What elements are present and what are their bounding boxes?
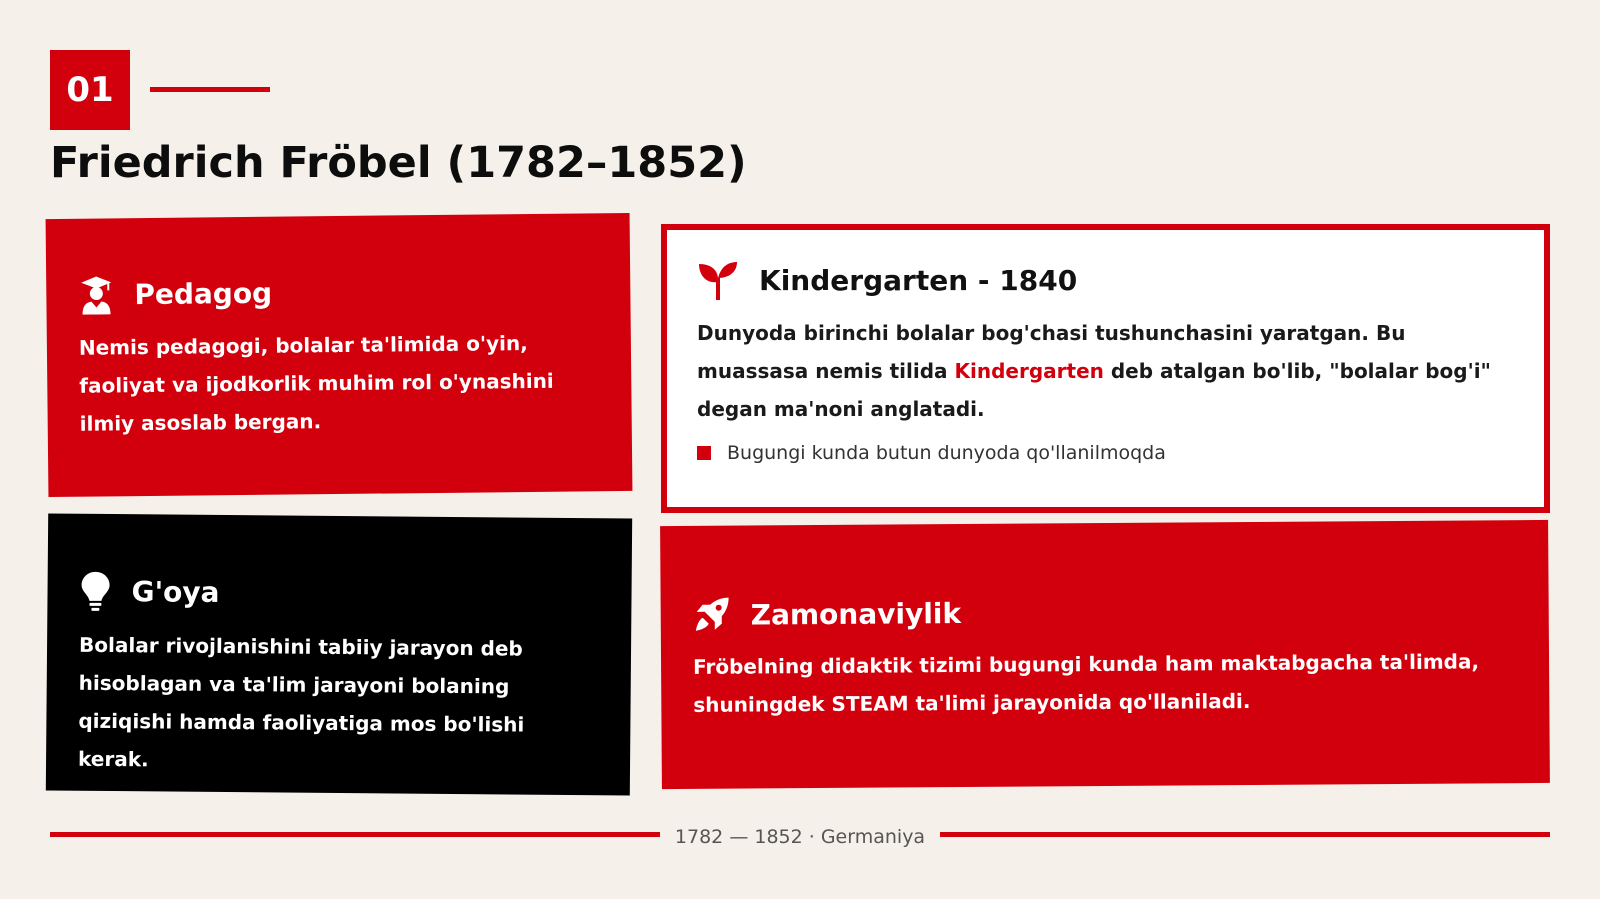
header-accent-line xyxy=(150,87,270,92)
kindergarten-text-start: Dunyoda birinchi bolalar bog'chasi tushunchasini yaratgan. Bu muassasa nemis tilida xyxy=(697,321,1406,383)
card-text-goya: Bolalar rivojlanishini tabiiy jarayon deb hisoblagan va ta'lim jarayoni bolaning qiziqishi hamda faoliyatiga mos bo'lishi kerak. xyxy=(77,632,525,772)
section-number-badge: 01 xyxy=(50,50,130,130)
rocket-icon xyxy=(693,596,731,634)
card-pedagog xyxy=(46,213,633,497)
lightbulb-icon xyxy=(79,570,111,612)
footer-line-right xyxy=(940,832,1550,837)
card-text-pedagog: Nemis pedagogi, bolalar ta'limida o'yin, faoliyat va ijodkorlik muhim rol o'ynashini ilmiy asoslab bergan. xyxy=(78,331,554,436)
card-title-kindergarten: Kindergarten - 1840 xyxy=(759,263,1078,297)
sprout-icon xyxy=(697,260,739,300)
card-title-zamonaviylik: Zamonaviylik xyxy=(750,596,962,631)
teacher-icon xyxy=(78,274,114,314)
kindergarten-highlight: Kindergarten xyxy=(954,359,1104,383)
card-text-zamonaviylik: Fröbelning didaktik tizimi bugungi kunda ham maktabgacha ta'limda, shuningdek STEAM ta'limi jarayonida qo'llaniladi. xyxy=(692,649,1480,717)
card-title-goya: G'oya xyxy=(131,574,220,609)
footer-text: 1782 — 1852 · Germaniya xyxy=(674,826,926,848)
card-kindergarten xyxy=(661,224,1550,513)
kindergarten-bullet-text: Bugungi kunda butun dunyoda qo'llanilmoqda xyxy=(727,442,1166,464)
kindergarten-text-end: deb atalgan bo'lib, "bolalar bog'i" degan ma'noni anglatadi. xyxy=(697,359,1491,421)
page-title: Friedrich Fröbel (1782–1852) xyxy=(50,138,747,188)
footer-line-left xyxy=(50,832,660,837)
card-text-kindergarten xyxy=(697,314,1514,428)
card-goya xyxy=(46,513,632,795)
card-title-pedagog: Pedagog xyxy=(134,276,273,311)
kindergarten-bullet xyxy=(697,442,1514,464)
bullet-square-icon xyxy=(697,446,711,460)
card-zamonaviylik xyxy=(660,520,1550,789)
